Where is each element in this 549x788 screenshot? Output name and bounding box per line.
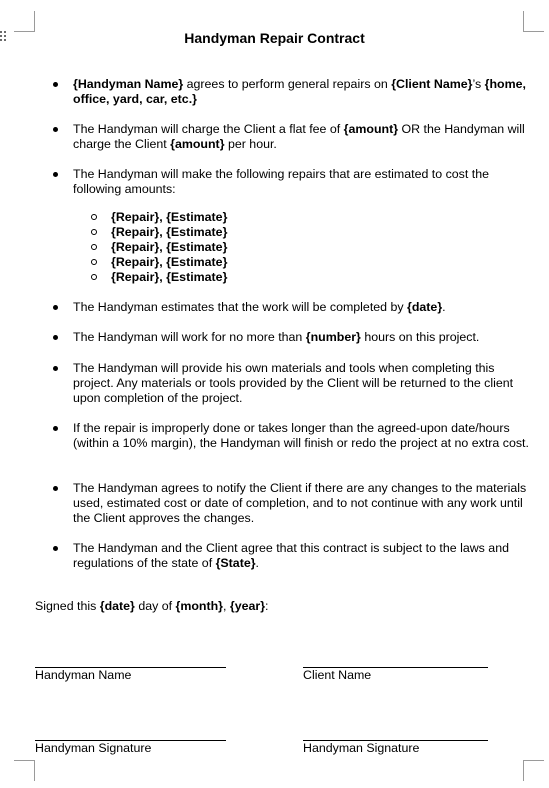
placeholder-field: {month}: [175, 599, 224, 613]
clause-5: [73, 330, 529, 345]
crop-mark-top-left: [14, 11, 35, 32]
placeholder-field: {amount}: [343, 122, 399, 136]
client-name-label: Client Name: [303, 668, 372, 682]
signed-date-line: Signed this {date} day of {month}, {year}:: [35, 599, 269, 613]
bullet-icon: [53, 82, 58, 87]
crop-mark-bottom-right: [523, 760, 544, 781]
placeholder-field: {Handyman Name}: [73, 77, 184, 91]
clause-text: The Handyman will charge the Client a flat fee of {amount} OR the Handyman will charge the Client {amount} per hour.: [73, 122, 525, 151]
clause-text: If the repair is improperly done or takes longer than the agreed-upon date/hours (within a 10% margin), the Handyman will finish or redo the project at no extra cost.: [73, 421, 529, 450]
clause-9: [73, 541, 529, 571]
bullet-icon: [53, 172, 58, 177]
crop-mark-top-right: [523, 11, 544, 32]
placeholder-field: {date}: [99, 599, 135, 613]
placeholder-field: {amount}: [170, 137, 225, 151]
crop-mark-bottom-left: [14, 760, 35, 781]
bullet-icon: [53, 335, 58, 340]
placeholder-field: {date}: [407, 300, 443, 314]
circle-bullet-icon: [91, 244, 97, 250]
clause-text: {Handyman Name} agrees to perform general repairs on {Client Name}’s {home, office, yard, car, etc.}: [73, 77, 526, 106]
repair-item-1: [111, 210, 411, 225]
placeholder-field: {number}: [305, 330, 361, 344]
circle-bullet-icon: [91, 229, 97, 235]
client-signature-label: Handyman Signature: [303, 741, 420, 755]
clause-8: [73, 481, 529, 526]
repair-text: {Repair}, {Estimate}: [111, 270, 228, 284]
placeholder-field: {home, office, yard, car, etc.}: [73, 77, 526, 106]
placeholder-field: {State}: [215, 556, 256, 570]
circle-bullet-icon: [91, 214, 97, 220]
bullet-icon: [53, 305, 58, 310]
clause-2: [73, 122, 529, 152]
repair-text: {Repair}, {Estimate}: [111, 210, 228, 224]
repair-text: {Repair}, {Estimate}: [111, 225, 228, 239]
clause-3: [73, 167, 529, 197]
bullet-icon: [53, 127, 58, 132]
placeholder-field: {year}: [229, 599, 266, 613]
repair-item-3: [111, 240, 411, 255]
clause-4: [73, 300, 529, 315]
clause-text: The Handyman will make the following repairs that are estimated to cost the following amounts:: [73, 167, 489, 196]
clause-text: The Handyman and the Client agree that this contract is subject to the laws and regulations of the state of {State}.: [73, 541, 509, 570]
repair-item-2: [111, 225, 411, 240]
clause-text: The Handyman will work for no more than {number} hours on this project.: [73, 330, 480, 344]
circle-bullet-icon: [91, 259, 97, 265]
bullet-icon: [53, 426, 58, 431]
clause-text: The Handyman estimates that the work will be completed by {date}.: [73, 300, 446, 314]
clause-6: [73, 361, 529, 406]
bullet-icon: [53, 486, 58, 491]
bullet-icon: [53, 546, 58, 551]
repair-text: {Repair}, {Estimate}: [111, 240, 228, 254]
repair-text: {Repair}, {Estimate}: [111, 255, 228, 269]
circle-bullet-icon: [91, 274, 97, 280]
clause-text: The Handyman agrees to notify the Client if there are any changes to the materials used, estimated cost or date of completion, and to not continue with any work until the Client approves the changes.: [73, 481, 527, 525]
placeholder-field: {Client Name}: [391, 77, 473, 91]
clause-1: [73, 77, 529, 107]
bullet-icon: [53, 366, 58, 371]
handyman-name-label: Handyman Name: [35, 668, 132, 682]
document-title: Handyman Repair Contract: [184, 30, 365, 46]
clause-7: [73, 421, 529, 451]
repair-item-5: [111, 270, 411, 285]
handyman-signature-label: Handyman Signature: [35, 741, 152, 755]
clause-text: The Handyman will provide his own materials and tools when completing this project. Any materials or tools provided by the Client will be returned to the client upon completion of the project.: [73, 361, 514, 405]
repair-item-4: [111, 255, 411, 270]
